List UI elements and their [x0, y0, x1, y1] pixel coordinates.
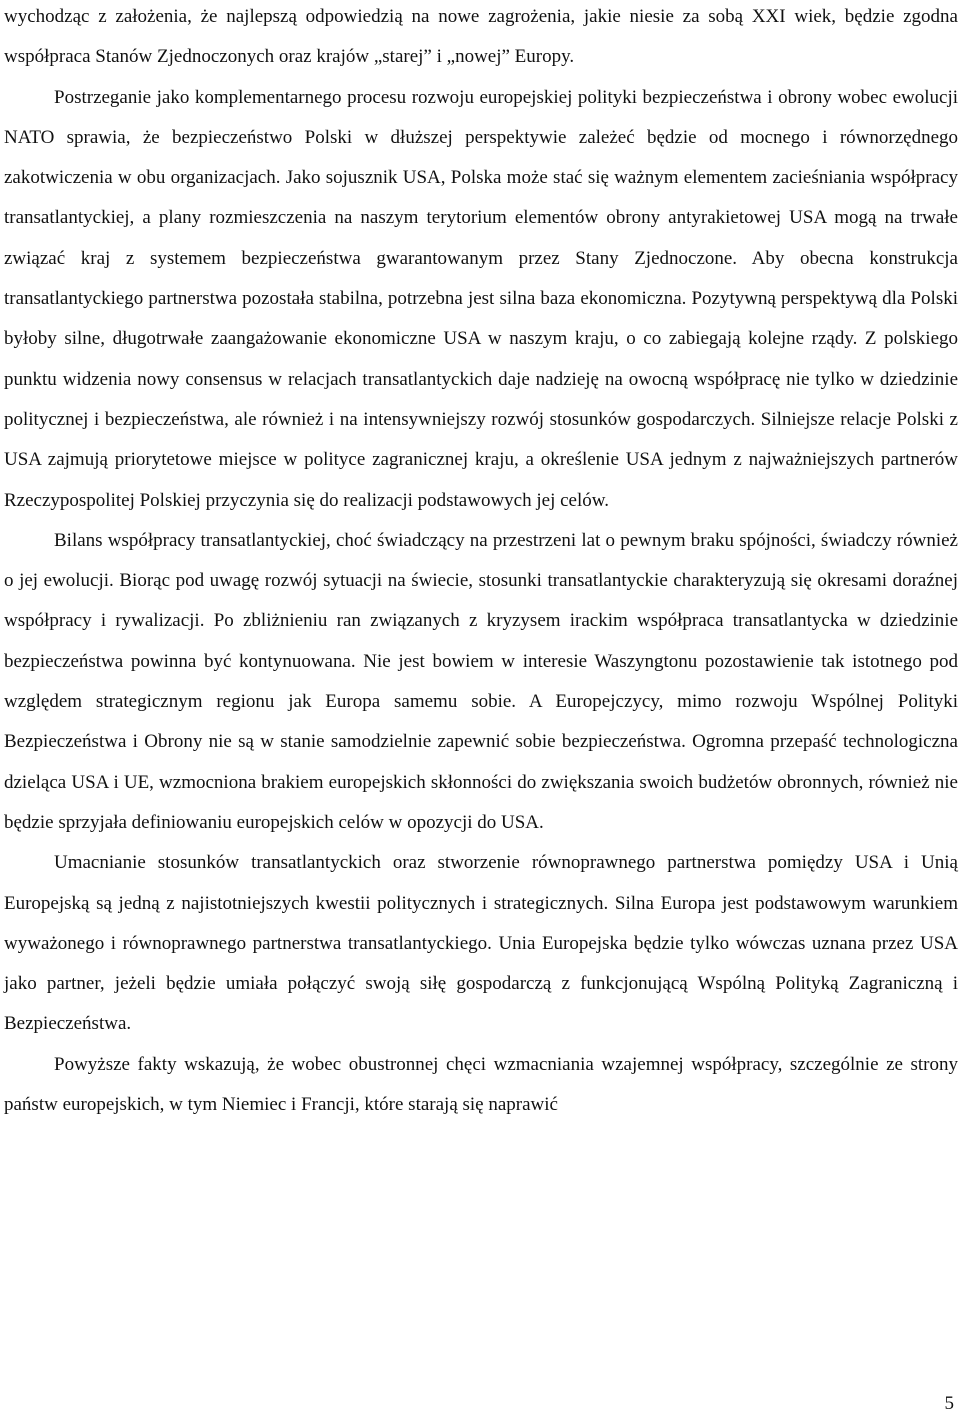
paragraph-2: Postrzeganie jako komplementarnego procesu rozwoju europejskiej polityki bezpieczeństwa i obrony wobec ewolucji NATO sprawia, że bezpieczeństwo Polski w dłuższej perspektywie zależeć będzie od mocnego i równorzędnego zakotwiczenia w obu organizacjach. Jako sojusznik USA, Polska może stać się ważnym elementem zacieśniania współpracy transatlantyckiej, a plany rozmieszczenia na naszym terytorium elementów obrony antyrakietowej USA mogą na trwałe związać kraj z systemem bezpieczeństwa gwarantowanym przez Stany Zjednoczone. Aby obecna konstrukcja transatlantyckiego partnerstwa pozostała stabilna, potrzebna jest silna baza ekonomiczna. Pozytywną perspektywą dla Polski byłoby silne, długotrwałe zaangażowanie ekonomiczne USA w naszym kraju, o co zabiegają kolejne rządy. Z polskiego punktu widzenia nowy consensus w relacjach transatlantyckich daje nadzieję na owocną współpracę nie tylko w dziedzinie politycznej i bezpieczeństwa, ale również i na intensywniejszy rozwój stosunków gospodarczych. Silniejsze relacje Polski z USA zajmują priorytetowe miejsce w polityce zagranicznej kraju, a określenie USA jednym z najważniejszych partnerów Rzeczypospolitej Polskiej przyczynia się do realizacji podstawowych jej celów.	[4, 86, 958, 511]
paragraph-4: Umacnianie stosunków transatlantyckich oraz stworzenie równoprawnego partnerstwa pomiędzy USA i Unią Europejską są jedną z najistotniejszych kwestii politycznych i strategicznych. Silna Europa jest podstawowym warunkiem wyważonego i równoprawnego partnerstwa transatlantyckiego. Unia Europejska będzie tylko wówczas uznana przez USA jako partner, jeżeli będzie umiała połączyć swoją siłę gospodarczą z funkcjonującą Wspólną Polityką Zagraniczną i Bezpieczeństwa.	[4, 852, 958, 1035]
paragraph-1: wychodząc z założenia, że najlepszą odpowiedzią na nowe zagrożenia, jakie niesie za sobą XXI wiek, będzie zgodna współpraca Stanów Zjednoczonych oraz krajów „starej” i „nowej” Europy.	[4, 6, 958, 68]
page-number: 5	[944, 1393, 954, 1414]
paragraph-3: Bilans współpracy transatlantyckiej, choć świadczący na przestrzeni lat o pewnym braku spójności, świadczy również o jej ewolucji. Biorąc pod uwagę rozwój sytuacji na świecie, stosunki transatlantyckie charakteryzują się okresami doraźnej współpracy i rywalizacji. Po zbliżnieniu ran związanych z kryzysem irackim współpraca transatlantycka w dziedzinie bezpieczeństwa powinna być kontynuowana. Nie jest bowiem w interesie Waszyngtonu pozostawienie tak istotnego pod względem strategicznym regionu jak Europa samemu sobie. A Europejczycy, mimo rozwoju Wspólnej Polityki Bezpieczeństwa i Obrony nie są w stanie samodzielnie zapewnić sobie bezpieczeństwa. Ogromna przepaść technologiczna dzieląca USA i UE, wzmocniona brakiem europejskich skłonności do zwiększania swoich budżetów obronnych, również nie będzie sprzyjała definiowaniu europejskich celów w opozycji do USA.	[4, 529, 958, 833]
document-page	[4, 0, 958, 1125]
paragraph-5: Powyższe fakty wskazują, że wobec obustronnej chęci wzmacniania wzajemnej współpracy, szczególnie ze strony państw europejskich, w tym Niemiec i Francji, które starają się naprawić	[4, 1053, 958, 1116]
